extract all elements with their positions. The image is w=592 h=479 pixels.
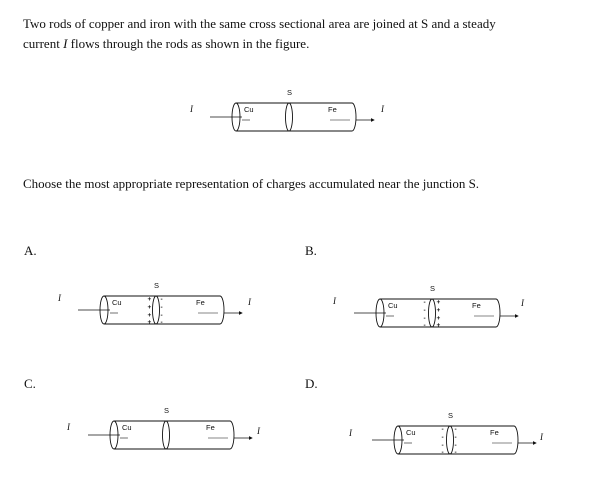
rod-right-end (496, 299, 500, 327)
charge-right-1: - (454, 434, 457, 441)
rod-right-end (352, 103, 356, 131)
rod-right-end (230, 421, 234, 449)
copper-label: Cu (406, 428, 416, 437)
current-label-out: I (257, 426, 260, 436)
intro-line-1: Two rods of copper and iron with the same cross sectional area are joined at S and a steady (23, 16, 496, 31)
charge-right-3: - (160, 319, 163, 326)
charge-right-2: - (454, 442, 457, 449)
iron-label: Fe (206, 423, 215, 432)
rod-right-end (220, 296, 224, 324)
charge-right-0: + (436, 299, 441, 306)
current-label-out: I (381, 104, 384, 114)
charge-left-0: - (423, 299, 426, 306)
option-d-label: D. (305, 376, 318, 391)
charge-left-2: - (441, 442, 444, 449)
iron-label: Fe (472, 301, 481, 310)
rod-right-end (514, 426, 518, 454)
charge-left-0: + (147, 296, 152, 303)
current-label-in: I (67, 422, 70, 432)
charge-right-2: + (436, 315, 441, 322)
charge-left-2: - (423, 315, 426, 322)
main-rod-figure (189, 88, 385, 131)
iron-label: Fe (196, 298, 205, 307)
junction-label: S (430, 284, 436, 293)
charge-left-3: - (441, 449, 444, 456)
charge-left-1: - (441, 434, 444, 441)
junction-label: S (287, 88, 293, 97)
intro-line-2-end: flows through the rods as shown in the figure. (67, 36, 310, 51)
intro-line-2-start: current (23, 36, 64, 51)
junction-ring (153, 296, 160, 324)
copper-label: Cu (122, 423, 132, 432)
charge-right-3: + (436, 322, 441, 329)
charge-right-3: - (454, 449, 457, 456)
charge-left-1: + (147, 304, 152, 311)
charge-right-1: - (160, 304, 163, 311)
option-a-label: A. (24, 243, 37, 258)
charge-right-0: - (454, 426, 457, 433)
charge-left-0: - (441, 426, 444, 433)
copper-label: Cu (112, 298, 122, 307)
junction-ring (447, 426, 454, 454)
option-c-label: C. (24, 376, 36, 391)
current-label-in: I (58, 293, 61, 303)
current-label-in: I (349, 428, 352, 438)
option-b-label: B. (305, 243, 317, 258)
charge-left-1: - (423, 307, 426, 314)
option-d-figure (348, 411, 544, 456)
iron-label: Fe (490, 428, 499, 437)
junction-ring (163, 421, 170, 449)
charge-right-1: + (436, 307, 441, 314)
option-b-figure (332, 284, 525, 329)
prompt-text: Choose the most appropriate representation of charges accumulated near the junction S. (23, 176, 480, 191)
current-label-out: I (521, 298, 524, 308)
current-label-in: I (333, 296, 336, 306)
option-a-figure (57, 281, 252, 326)
current-label-in: I (190, 104, 193, 114)
iron-label: Fe (328, 105, 337, 114)
junction-ring (429, 299, 436, 327)
copper-label: Cu (244, 105, 254, 114)
charge-left-3: - (423, 322, 426, 329)
junction-label: S (154, 281, 160, 290)
charge-right-2: - (160, 312, 163, 319)
charge-right-0: - (160, 296, 163, 303)
option-c-figure (66, 406, 261, 449)
charge-left-2: + (147, 312, 152, 319)
junction-label: S (448, 411, 454, 420)
current-label-out: I (248, 297, 251, 307)
copper-label: Cu (388, 301, 398, 310)
charge-left-3: + (147, 319, 152, 326)
current-label-out: I (540, 432, 543, 442)
intro-current-symbol: I (63, 36, 68, 51)
junction-label: S (164, 406, 170, 415)
junction-ring (286, 103, 293, 131)
